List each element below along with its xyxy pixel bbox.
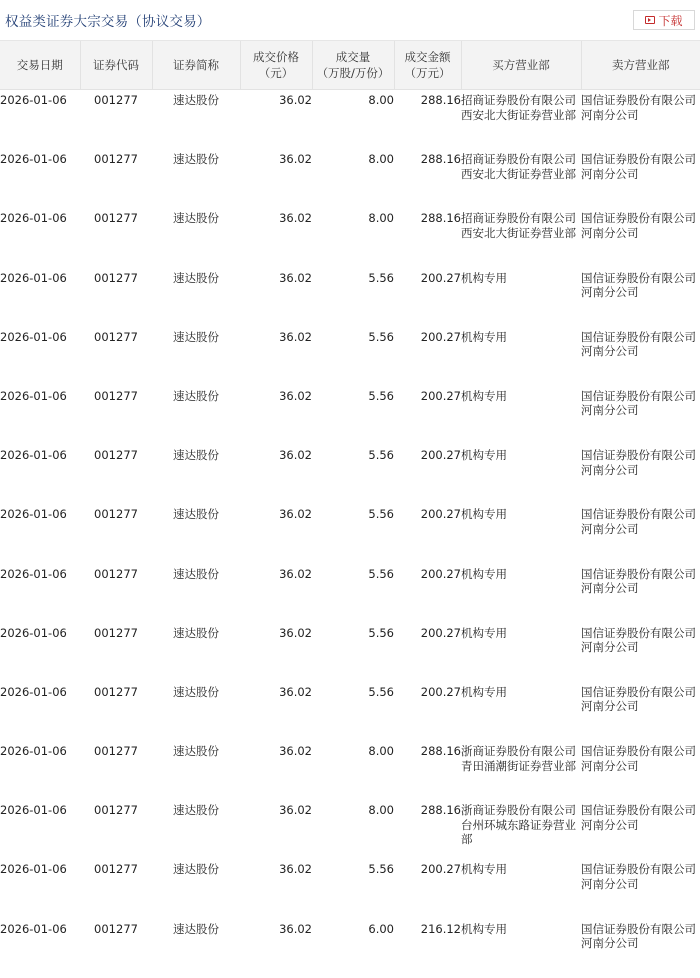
cell-seller: 国信证券股份有限公司河南分公司	[581, 744, 696, 773]
cell-buyer: 机构专用	[461, 448, 507, 463]
cell-code: 001277	[94, 448, 138, 463]
cell-code: 001277	[94, 921, 138, 936]
cell-amount: 288.16	[420, 152, 461, 167]
cell-seller: 国信证券股份有限公司河南分公司	[581, 803, 696, 832]
cell-name: 速达股份	[173, 152, 219, 167]
cell-amount: 200.27	[420, 862, 461, 877]
table-row	[0, 800, 700, 859]
cell-price: 36.02	[279, 93, 312, 107]
cell-buyer: 机构专用	[461, 862, 507, 877]
cell-date: 2026-01-06	[0, 921, 67, 936]
cell-price: 36.02	[279, 270, 312, 285]
cell-name: 速达股份	[173, 270, 219, 285]
cell-date: 2026-01-06	[0, 93, 67, 107]
cell-buyer: 机构专用	[461, 566, 507, 581]
cell-name: 速达股份	[173, 921, 219, 936]
cell-date: 2026-01-06	[0, 625, 67, 640]
cell-amount: 200.27	[420, 329, 461, 344]
cell-seller: 国信证券股份有限公司河南分公司	[581, 270, 696, 300]
cell-code: 001277	[94, 388, 138, 403]
table-row	[0, 268, 700, 327]
cell-amount: 200.27	[420, 566, 461, 581]
cell-code: 001277	[94, 803, 138, 818]
table-row	[0, 90, 700, 150]
cell-volume: 5.56	[368, 625, 394, 640]
cell-date: 2026-01-06	[0, 507, 67, 522]
cell-buyer: 机构专用	[461, 684, 507, 699]
cell-code: 001277	[94, 93, 138, 107]
table-header-row	[0, 41, 700, 90]
table-row	[0, 741, 700, 800]
cell-price: 36.02	[279, 448, 312, 463]
cell-amount: 200.27	[420, 270, 461, 285]
cell-date: 2026-01-06	[0, 744, 67, 759]
download-button[interactable]	[633, 10, 695, 30]
column-header-amount: 成交金额 （万元）	[394, 41, 461, 90]
cell-date: 2026-01-06	[0, 448, 67, 463]
cell-seller: 国信证券股份有限公司河南分公司	[581, 625, 696, 655]
cell-amount: 288.16	[420, 744, 461, 759]
cell-seller: 国信证券股份有限公司河南分公司	[581, 93, 696, 122]
cell-seller: 国信证券股份有限公司河南分公司	[581, 921, 696, 951]
table-row	[0, 386, 700, 445]
cell-price: 36.02	[279, 744, 312, 759]
cell-date: 2026-01-06	[0, 329, 67, 344]
cell-volume: 5.56	[368, 862, 394, 877]
cell-price: 36.02	[279, 684, 312, 699]
cell-name: 速达股份	[173, 862, 219, 877]
column-header-date: 交易日期	[0, 41, 80, 90]
cell-amount: 216.12	[420, 921, 461, 936]
table-row	[0, 445, 700, 504]
cell-amount: 288.16	[420, 211, 461, 226]
cell-date: 2026-01-06	[0, 862, 67, 877]
column-header-code: 证券代码	[80, 41, 152, 90]
cell-volume: 5.56	[368, 507, 394, 522]
cell-price: 36.02	[279, 803, 312, 818]
column-header-price: 成交价格 （元）	[240, 41, 312, 90]
cell-volume: 8.00	[368, 744, 394, 759]
cell-date: 2026-01-06	[0, 566, 67, 581]
cell-volume: 5.56	[368, 448, 394, 463]
cell-volume: 5.56	[368, 329, 394, 344]
column-header-seller: 卖方营业部	[581, 41, 700, 90]
cell-volume: 5.56	[368, 684, 394, 699]
table-row	[0, 327, 700, 386]
cell-buyer: 机构专用	[461, 388, 507, 403]
cell-amount: 200.27	[420, 388, 461, 403]
cell-buyer: 机构专用	[461, 625, 507, 640]
cell-price: 36.02	[279, 921, 312, 936]
cell-name: 速达股份	[173, 744, 219, 759]
cell-name: 速达股份	[173, 388, 219, 403]
cell-name: 速达股份	[173, 93, 219, 107]
table-row	[0, 564, 700, 623]
cell-name: 速达股份	[173, 211, 219, 226]
table-row	[0, 919, 700, 978]
cell-buyer: 招商证券股份有限公司西安北大街证券营业部	[461, 211, 576, 240]
table-body	[0, 90, 700, 978]
cell-price: 36.02	[279, 388, 312, 403]
cell-date: 2026-01-06	[0, 388, 67, 403]
cell-code: 001277	[94, 152, 138, 167]
cell-buyer: 招商证券股份有限公司西安北大街证券营业部	[461, 93, 576, 122]
cell-volume: 8.00	[368, 152, 394, 167]
cell-date: 2026-01-06	[0, 803, 67, 818]
cell-volume: 5.56	[368, 388, 394, 403]
cell-name: 速达股份	[173, 507, 219, 522]
cell-buyer: 机构专用	[461, 921, 507, 936]
cell-seller: 国信证券股份有限公司河南分公司	[581, 152, 696, 181]
cell-buyer: 浙商证券股份有限公司台州环城东路证券营业部	[461, 803, 576, 847]
cell-volume: 8.00	[368, 211, 394, 226]
table-row	[0, 504, 700, 563]
cell-date: 2026-01-06	[0, 270, 67, 285]
table-row	[0, 682, 700, 741]
cell-seller: 国信证券股份有限公司河南分公司	[581, 329, 696, 359]
cell-code: 001277	[94, 625, 138, 640]
cell-buyer: 机构专用	[461, 270, 507, 285]
cell-code: 001277	[94, 684, 138, 699]
cell-buyer: 机构专用	[461, 329, 507, 344]
cell-seller: 国信证券股份有限公司河南分公司	[581, 211, 696, 240]
cell-amount: 200.27	[420, 625, 461, 640]
cell-code: 001277	[94, 566, 138, 581]
cell-seller: 国信证券股份有限公司河南分公司	[581, 862, 696, 891]
cell-buyer: 招商证券股份有限公司西安北大街证券营业部	[461, 152, 576, 181]
table-row	[0, 149, 700, 208]
cell-name: 速达股份	[173, 566, 219, 581]
cell-code: 001277	[94, 270, 138, 285]
table-row	[0, 623, 700, 682]
cell-buyer: 浙商证券股份有限公司青田涌潮街证券营业部	[461, 744, 576, 773]
download-icon	[645, 16, 655, 24]
column-header-buyer: 买方营业部	[461, 41, 581, 90]
page-header	[0, 0, 700, 41]
cell-date: 2026-01-06	[0, 684, 67, 699]
cell-code: 001277	[94, 744, 138, 759]
column-header-name: 证券简称	[152, 41, 240, 90]
cell-price: 36.02	[279, 211, 312, 226]
cell-amount: 200.27	[420, 448, 461, 463]
cell-name: 速达股份	[173, 329, 219, 344]
cell-price: 36.02	[279, 566, 312, 581]
cell-code: 001277	[94, 329, 138, 344]
cell-code: 001277	[94, 507, 138, 522]
cell-price: 36.02	[279, 507, 312, 522]
cell-name: 速达股份	[173, 625, 219, 640]
download-label: 下载	[658, 13, 683, 28]
cell-code: 001277	[94, 211, 138, 226]
table-row	[0, 859, 700, 918]
cell-seller: 国信证券股份有限公司河南分公司	[581, 448, 696, 477]
cell-buyer: 机构专用	[461, 507, 507, 522]
cell-price: 36.02	[279, 862, 312, 877]
cell-code: 001277	[94, 862, 138, 877]
cell-volume: 8.00	[368, 93, 394, 107]
cell-name: 速达股份	[173, 684, 219, 699]
cell-amount: 288.16	[420, 803, 461, 818]
cell-volume: 6.00	[368, 921, 394, 936]
cell-volume: 8.00	[368, 803, 394, 818]
cell-date: 2026-01-06	[0, 152, 67, 167]
column-header-volume: 成交量 （万股/万份）	[312, 41, 394, 90]
cell-price: 36.02	[279, 329, 312, 344]
cell-seller: 国信证券股份有限公司河南分公司	[581, 684, 696, 714]
cell-price: 36.02	[279, 625, 312, 640]
cell-seller: 国信证券股份有限公司河南分公司	[581, 507, 696, 536]
page-title: 权益类证券大宗交易（协议交易）	[5, 14, 211, 30]
block-trade-table	[0, 41, 700, 978]
table-row	[0, 208, 700, 267]
cell-name: 速达股份	[173, 448, 219, 463]
cell-volume: 5.56	[368, 566, 394, 581]
cell-amount: 200.27	[420, 684, 461, 699]
cell-amount: 288.16	[420, 93, 461, 107]
cell-date: 2026-01-06	[0, 211, 67, 226]
cell-name: 速达股份	[173, 803, 219, 818]
cell-seller: 国信证券股份有限公司河南分公司	[581, 566, 696, 595]
cell-price: 36.02	[279, 152, 312, 167]
cell-amount: 200.27	[420, 507, 461, 522]
cell-volume: 5.56	[368, 270, 394, 285]
cell-seller: 国信证券股份有限公司河南分公司	[581, 388, 696, 418]
